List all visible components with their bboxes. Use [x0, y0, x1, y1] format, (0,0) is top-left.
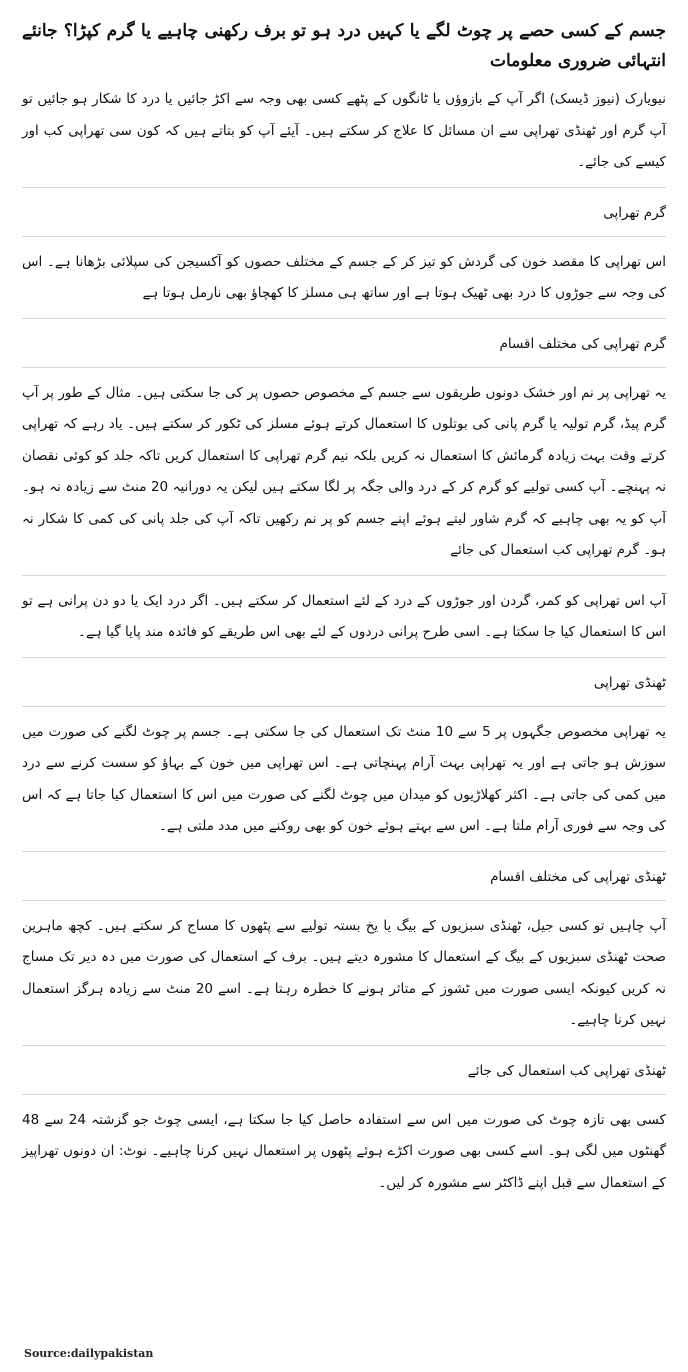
section-divider: [22, 1094, 666, 1095]
section-divider: [22, 236, 666, 237]
section-divider: [22, 575, 666, 576]
section-divider: [22, 851, 666, 852]
section-divider: [22, 367, 666, 368]
section-heading-cold-therapy: ٹھنڈی تھراپی: [593, 674, 666, 691]
section-body-cold-therapy-when: کسی بھی تازہ چوٹ کی صورت میں اس سے استفادہ حاصل کیا جا سکتا ہے، ایسی چوٹ جو گزشتہ 24 سے 48 گھنٹوں میں لگی ہو۔ اسے کسی بھی صورت اکڑے ہوئے پٹھوں پر استعمال نہیں کرنا چاہیے۔ نوٹ: ان دونوں تھراپیز کے استعمال سے قبل اپنے ڈاکٹر سے مشورہ کر لیں۔: [22, 1111, 666, 1191]
article-intro: نیویارک (نیوز ڈیسک) اگر آپ کے بازوؤں یا ٹانگوں کے پٹھے کسی بھی وجہ سے اکڑ جائیں یا درد کا شکار ہو جائیں تو آپ گرم اور ٹھنڈی تھراپی سے ان مسائل کا علاج کر سکتے ہیں۔ آیئے آپ کو بتاتے ہیں کہ کون سی تھراپی کب اور کیسے کی جائے۔: [22, 91, 666, 170]
section-divider: [22, 900, 666, 901]
article-title: جسم کے کسی حصے پر چوٹ لگے یا کہیں درد ہو تو برف رکھنی چاہیے یا گرم کپڑا؟ جانئے انتہائی ضروری معلومات: [22, 21, 666, 71]
source-credit: Source:dailypakistan: [24, 1347, 154, 1360]
section-divider: [22, 1045, 666, 1046]
section-body-hot-therapy-types: یہ تھراپی پر نم اور خشک دونوں طریقوں سے جسم کے مخصوص حصوں پر کی جا سکتی ہیں۔ مثال کے طور پر آپ گرم پیڈ، گرم تولیہ یا گرم پانی کی بوتلوں کا استعمال کرتے ہوئے مسلز کی ٹکور کر سکتے ہیں۔ یاد رہے کہ تھراپی کرتے وقت بہت زیادہ گرمائش کا استعمال نہ کریں بلکہ نیم گرم تھراپی کا استعمال کریں تاکہ جلد کو کوئی نقصان نہ پہنچے۔ آپ کسی تولیے کو گرم کر کے درد والی جگہ پر لگا سکتے ہیں لیکن یہ دورانیہ 20 منٹ سے زیادہ نہ ہو۔ آپ کو یہ بھی چاہیے کہ گرم شاور لیتے ہوئے اپنے جسم کو پر نم رکھیں تاکہ آپ کی جلد پانی کی کمی کا شکار نہ ہو۔ گرم تھراپی کب استعمال کی جائے: [22, 384, 666, 558]
section-divider: [22, 706, 666, 707]
section-heading-hot-therapy: گرم تھراپی: [603, 204, 666, 221]
section-body-hot-therapy-when: آپ اس تھراپی کو کمر، گردن اور جوڑوں کے درد کے لئے استعمال کر سکتے ہیں۔ اگر درد ایک یا دو دن پرانی ہے تو اس کا استعمال کیا جا سکتا ہے۔ اسی طرح پرانی دردوں کے لئے بھی اس طریقے کو فائدہ مند پایا گیا ہے۔: [22, 592, 666, 640]
section-body-cold-therapy-types: آپ چاہیں تو کسی جیل، ٹھنڈی سبزیوں کے بیگ یا یخ بستہ تولیے سے پٹھوں کا مساج کر سکتے ہیں۔ کچھ ماہرین صحت ٹھنڈی سبزیوں کے بیگ کے استعمال کا مشورہ دیتے ہیں۔ برف کے استعمال کی صورت میں دہ دیر تک مساج نہ کریں کیونکہ ایسی صورت میں ٹشوز کے متاثر ہونے کا خطرہ رہتا ہے۔ اسے 20 منٹ سے زیادہ ہرگز استعمال نہیں کرنا چاہیے۔: [22, 917, 666, 1028]
section-body-hot-therapy: اس تھراپی کا مقصد خون کی گردش کو تیز کر کے جسم کے مختلف حصوں کو آکسیجن کی سپلائی بڑھانا ہے۔ اس کی وجہ سے جوڑوں کا درد بھی ٹھیک ہوتا ہے اور ساتھ ہی مسلز کا کھچاؤ بھی نارمل ہوتا ہے: [22, 253, 666, 301]
section-divider: [22, 657, 666, 658]
section-heading-cold-therapy-types: ٹھنڈی تھراپی کی مختلف اقسام: [490, 868, 666, 885]
section-heading-hot-therapy-types: گرم تھراپی کی مختلف اقسام: [499, 335, 666, 352]
section-divider: [22, 187, 666, 188]
section-body-cold-therapy: یہ تھراپی مخصوص جگہوں پر 5 سے 10 منٹ تک استعمال کی جا سکتی ہے۔ جسم پر چوٹ لگنے کی صورت میں سوزش ہو جاتی ہے اور یہ تھراپی بہت آرام پہنچاتی ہے۔ اس تھراپی میں خون کے بہاؤ کو سست کرنے سے درد میں کمی کی جاتی ہے۔ اکثر کھلاڑیوں کو میدان میں چوٹ لگنے کی صورت میں اس کا استعمال کیا جاتا ہے کہ اس کی وجہ سے فوری آرام ملتا ہے۔ اس سے بہتے ہوئے خون کو بھی روکنے میں مدد ملتی ہے۔: [22, 723, 666, 834]
section-divider: [22, 318, 666, 319]
section-heading-cold-therapy-when: ٹھنڈی تھراپی کب استعمال کی جائے: [467, 1062, 666, 1079]
